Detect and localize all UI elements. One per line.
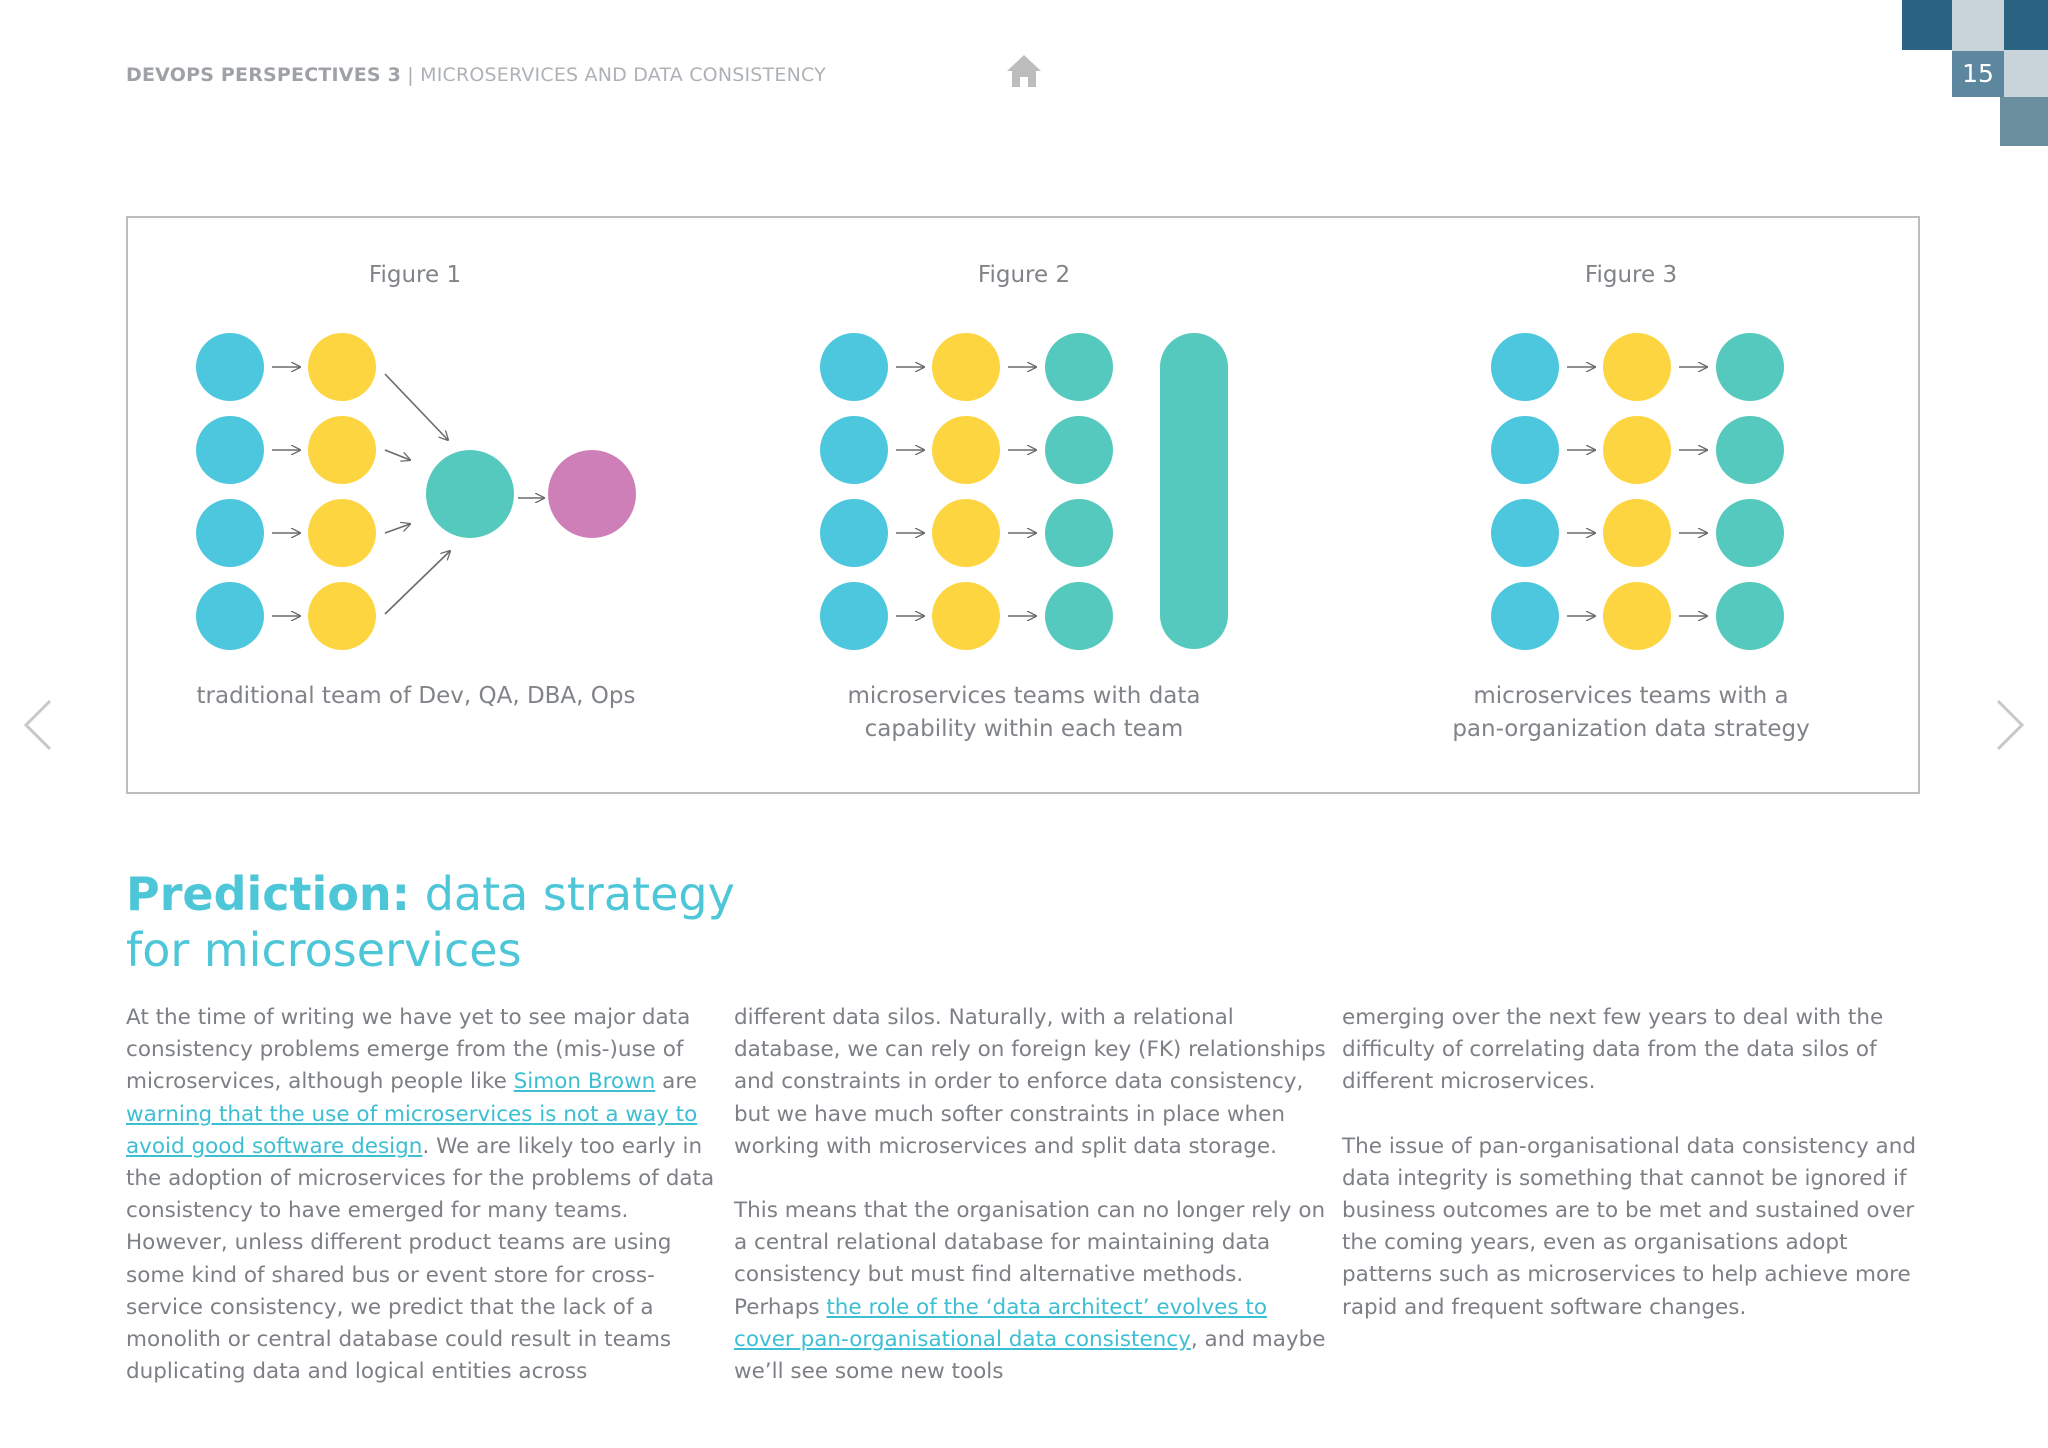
caption-line: microservices teams with a	[1473, 683, 1789, 709]
figure-2-title: Figure 2	[977, 262, 1071, 288]
data-node	[1716, 499, 1784, 567]
dev-node	[820, 333, 888, 401]
qa-node	[308, 499, 376, 567]
data-node	[1045, 499, 1113, 567]
heading-bold: Prediction:	[126, 867, 411, 921]
section-heading	[126, 866, 735, 978]
data-node	[1045, 333, 1113, 401]
flow-arrow	[385, 374, 448, 440]
header-section: MICROSERVICES AND DATA CONSISTENCY	[420, 64, 826, 86]
text-run: , and maybe we’ll see some new tools	[734, 1326, 1326, 1385]
paragraph: different data silos. Naturally, with a relational database, we can rely on foreign key (FK) relationships and constraints in order to enforce data consistency, but we have much softer constraints in place when working with microservices and split data storage.	[734, 1005, 1326, 1159]
dev-node	[820, 416, 888, 484]
qa-node	[932, 333, 1000, 401]
text-run: This means that the organisation can no longer rely on a central relational database for maintaining data consistency but must find alternative methods. Perhaps	[734, 1198, 1326, 1320]
caption-line: pan-organization data strategy	[1452, 716, 1810, 742]
qa-node	[1603, 333, 1671, 401]
paragraph: The issue of pan-organisational data consistency and data integrity is something that cannot be ignored if business outcomes are to be met and sustained over the coming years, even as organisations adopt patterns such as microservices to help achieve more rapid and frequent software changes.	[1342, 1133, 1916, 1320]
figure-2-caption	[804, 680, 1244, 746]
qa-node	[932, 582, 1000, 650]
software-design-link[interactable]: warning that the use of microservices is not a way to avoid good software design	[126, 1101, 698, 1159]
qa-node	[1603, 416, 1671, 484]
ops-node	[548, 450, 636, 538]
dev-node	[1491, 582, 1559, 650]
dev-node	[196, 582, 264, 650]
simon-brown-link[interactable]: Simon Brown	[513, 1069, 656, 1095]
paragraph	[734, 1195, 1326, 1388]
data-architect-link[interactable]: the role of the ‘data architect’ evolves to cover pan-organisational data consistency	[734, 1294, 1268, 1352]
text-run: . We are likely too early in the adoption of microservices for the problems of data consistency to have emerged for many teams. However, unless different product teams are using some kind of shared bus or event store for cross-service consistency, we predict that the lack of a monolith or central database could result in teams duplicating data and logical entities across	[126, 1133, 715, 1385]
figure-3-caption	[1411, 680, 1851, 746]
qa-node	[308, 416, 376, 484]
paragraph: emerging over the next few years to deal with the difficulty of correlating data from the data silos of different microservices.	[1342, 1005, 1884, 1095]
qa-node	[932, 416, 1000, 484]
shared-data-bar	[1160, 333, 1228, 649]
dev-node	[196, 499, 264, 567]
data-node	[1045, 582, 1113, 650]
text-run: At the time of writing we have yet to see major data consistency problems emerge from the (mis-)use of microservices, although people like	[126, 1005, 691, 1095]
dev-node	[1491, 499, 1559, 567]
figure-1-caption	[196, 680, 636, 713]
figure-1-title: Figure 1	[368, 262, 462, 288]
qa-node	[1603, 499, 1671, 567]
qa-node	[308, 582, 376, 650]
figure-3-diagram	[1491, 333, 1784, 650]
header-separator: |	[407, 64, 414, 86]
qa-node	[308, 333, 376, 401]
body-column-1	[126, 1002, 718, 1420]
flow-arrow	[385, 524, 410, 533]
heading-line-2: for microservices	[126, 923, 522, 977]
figure-3-title: Figure 3	[1584, 262, 1678, 288]
dev-node	[196, 416, 264, 484]
qa-node	[1603, 582, 1671, 650]
dev-node	[820, 499, 888, 567]
figure-1-diagram	[196, 333, 636, 650]
figure-2-diagram	[820, 333, 1228, 650]
data-node	[1716, 333, 1784, 401]
data-node	[1716, 416, 1784, 484]
flow-arrow	[385, 551, 450, 614]
dev-node	[1491, 333, 1559, 401]
dev-node	[1491, 416, 1559, 484]
data-node	[1716, 582, 1784, 650]
caption-line: microservices teams with data	[847, 683, 1201, 709]
header-series: DEVOPS PERSPECTIVES 3	[126, 64, 401, 86]
dev-node	[820, 582, 888, 650]
heading-rest: data strategy	[410, 867, 735, 921]
body-column-3	[1342, 1002, 1934, 1356]
body-column-2	[734, 1002, 1326, 1420]
dba-node	[426, 450, 514, 538]
page-number: 15	[1952, 51, 2004, 97]
text-run: are	[655, 1069, 697, 1095]
caption-line: traditional team of Dev, QA, DBA, Ops	[196, 683, 636, 709]
caption-line: capability within each team	[864, 716, 1184, 742]
qa-node	[932, 499, 1000, 567]
flow-arrow	[385, 450, 410, 460]
paragraph	[126, 1002, 718, 1388]
dev-node	[196, 333, 264, 401]
data-node	[1045, 416, 1113, 484]
